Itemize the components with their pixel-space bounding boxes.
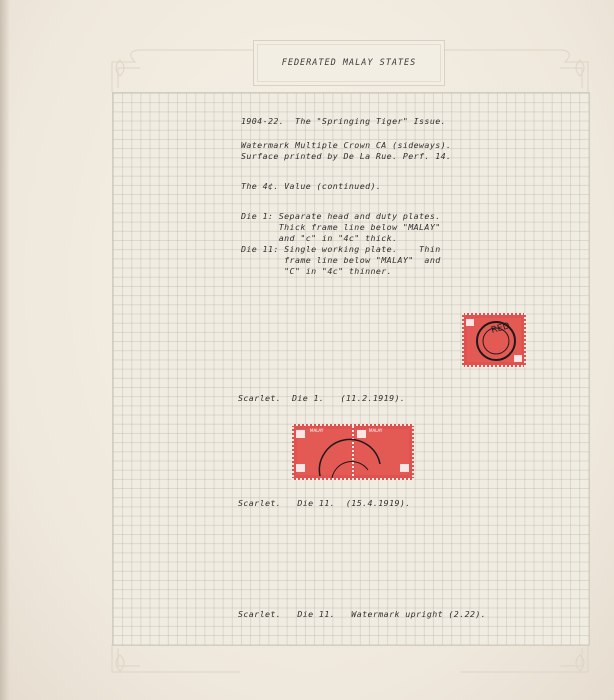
watermark-line-1: Watermark Multiple Crown CA (sideways). (241, 140, 452, 150)
stamp-malay-label: MALAY (310, 428, 324, 433)
die-note: Die 1: Separate head and duty plates. (241, 211, 441, 221)
stamp-die1-single (462, 313, 526, 367)
page-title-box (253, 40, 445, 86)
svg-text:RED: RED (490, 321, 512, 336)
stamp-pair-die11 (292, 424, 414, 480)
stamp-malay-label: MALAY (369, 428, 383, 433)
postmark-icon (294, 426, 412, 478)
issue-heading: 1904-22. The "Springing Tiger" Issue. (241, 116, 447, 126)
caption-scarlet-die1: Scarlet. Die 1. (11.2.1919). (238, 393, 406, 403)
postmark-icon (464, 315, 524, 365)
die-note: Thick frame line below "MALAY" (241, 222, 441, 232)
die-note: and "c" in "4c" thick. (241, 233, 398, 243)
caption-scarlet-die11-upright: Scarlet. Die 11. Watermark upright (2.22). (238, 609, 487, 619)
value-heading: The 4¢. Value (continued). (241, 181, 382, 191)
caption-scarlet-die11: Scarlet. Die 11. (15.4.1919). (238, 498, 411, 508)
watermark-line-2: Surface printed by De La Rue. Perf. 14. (241, 151, 452, 161)
page-title: FEDERATED MALAY STATES (281, 58, 417, 68)
die-note: frame line below "MALAY" and (241, 255, 441, 265)
quadrille-grid (112, 92, 590, 646)
die-note: "C" in "4c" thinner. (241, 266, 393, 276)
die-note: Die 11: Single working plate. Thin (241, 244, 441, 254)
